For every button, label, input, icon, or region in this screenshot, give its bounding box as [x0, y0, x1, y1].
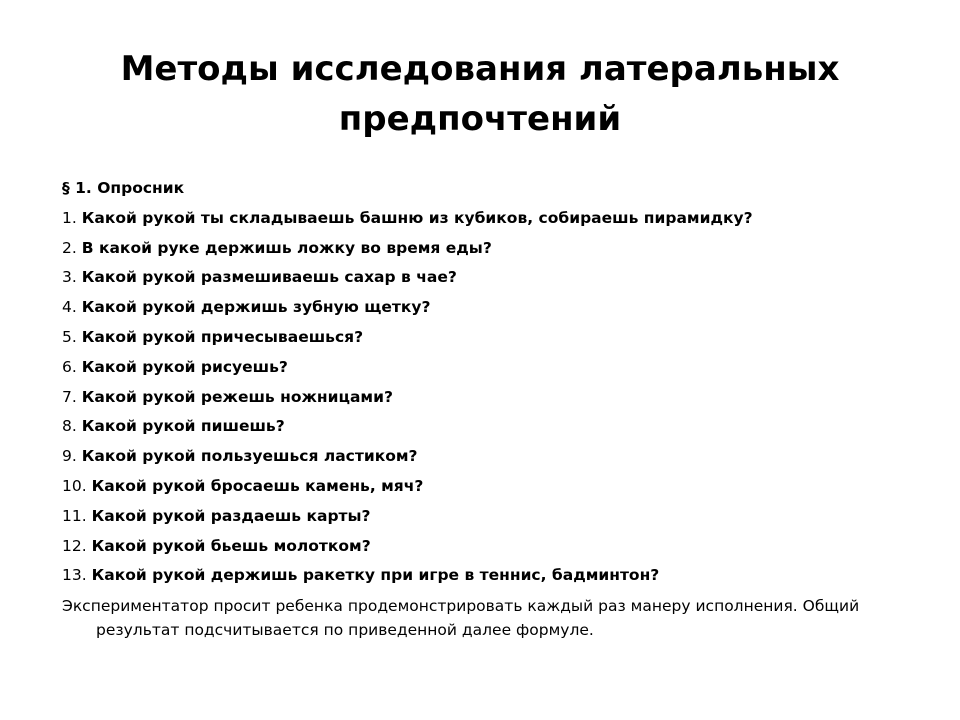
question-item	[62, 442, 902, 472]
question-number: 4.	[62, 298, 77, 317]
question-text: Какой рукой причесываешься?	[81, 327, 364, 346]
question-text: Какой рукой бросаешь камень, мяч?	[91, 476, 424, 495]
instruction-note: Экспериментатор просит ребенка продемонстрировать каждый раз манеру исполнения. Общий результат подсчитывается по приведенной далее формуле.	[62, 597, 860, 640]
question-item	[62, 234, 902, 264]
question-number: 10.	[62, 476, 87, 495]
question-text: Какой рукой размешиваешь сахар в чае?	[81, 268, 457, 287]
section-heading: § 1. Опросник	[62, 179, 185, 197]
question-number: 13.	[62, 566, 87, 585]
slide-content	[62, 174, 902, 642]
question-item	[62, 353, 902, 383]
question-text: Какой рукой пишешь?	[81, 417, 285, 436]
question-list	[62, 204, 902, 591]
slide-title: Методы исследования латеральных предпочтений	[120, 49, 840, 139]
question-item	[62, 561, 902, 591]
question-text: Какой рукой пользуешься ластиком?	[81, 447, 418, 466]
question-item	[62, 412, 902, 442]
question-number: 8.	[62, 417, 77, 436]
question-text: Какой рукой бьешь молотком?	[91, 536, 371, 555]
question-number: 2.	[62, 238, 77, 257]
question-text: Какой рукой раздаешь карты?	[91, 506, 371, 525]
question-text: В какой руке держишь ложку во время еды?	[81, 238, 492, 257]
question-item	[62, 383, 902, 413]
question-item	[62, 204, 902, 234]
question-number: 6.	[62, 357, 77, 376]
question-text: Какой рукой режешь ножницами?	[81, 387, 393, 406]
question-number: 5.	[62, 327, 77, 346]
question-item	[62, 472, 902, 502]
question-text: Какой рукой держишь зубную щетку?	[81, 298, 431, 317]
question-text: Какой рукой держишь ракетку при игре в теннис, бадминтон?	[91, 566, 660, 585]
question-item	[62, 263, 902, 293]
question-number: 9.	[62, 447, 77, 466]
question-number: 3.	[62, 268, 77, 287]
question-number: 12.	[62, 536, 87, 555]
question-number: 1.	[62, 208, 77, 227]
question-text: Какой рукой рисуешь?	[81, 357, 288, 376]
question-item	[62, 532, 902, 562]
question-number: 7.	[62, 387, 77, 406]
question-item	[62, 502, 902, 532]
question-text: Какой рукой ты складываешь башню из кубиков, собираешь пирамидку?	[81, 208, 753, 227]
question-item	[62, 293, 902, 323]
question-item	[62, 323, 902, 353]
question-number: 11.	[62, 506, 87, 525]
